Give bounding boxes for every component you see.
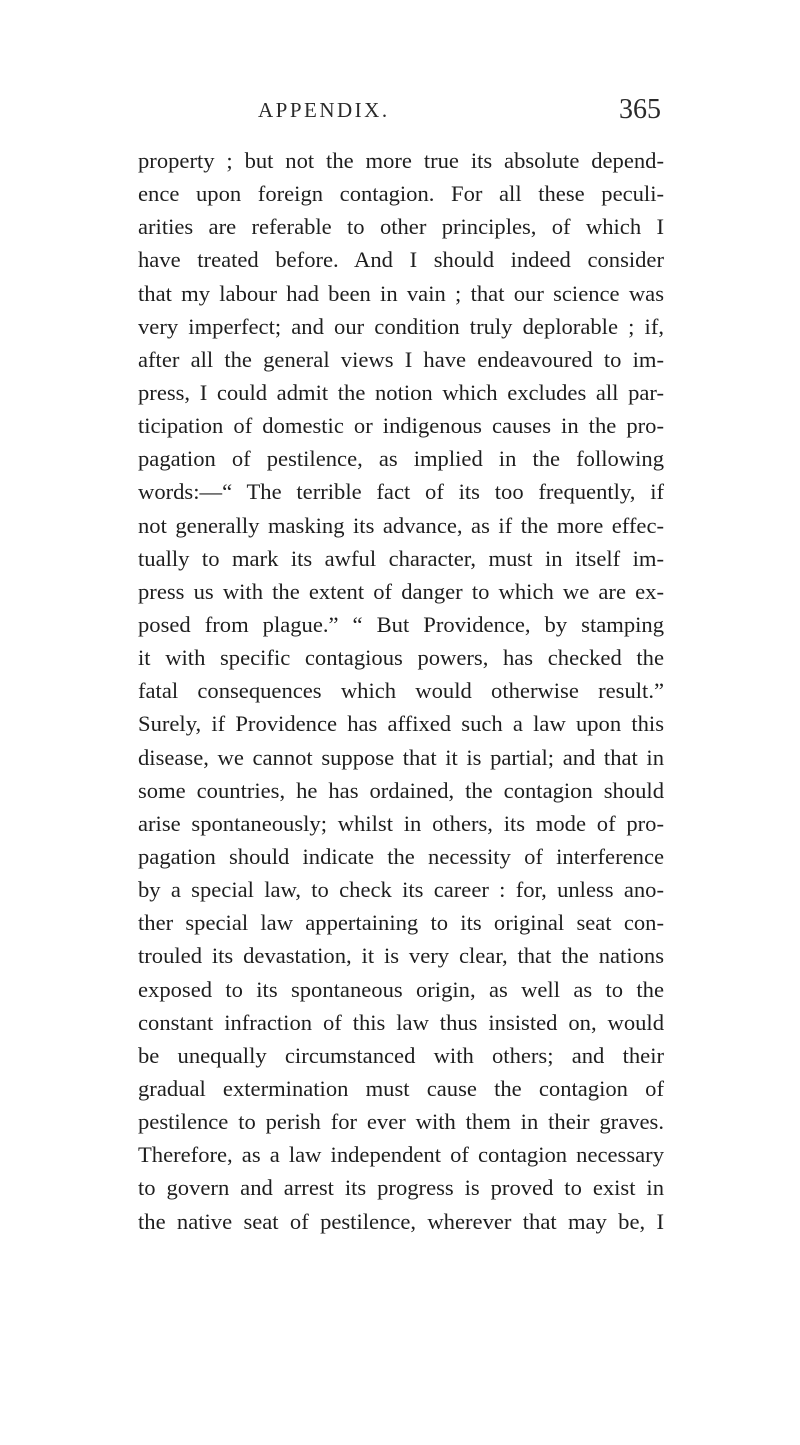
text-line: pestilence to perish for ever with them in their graves. (138, 1109, 664, 1135)
text-line: arise spontaneously; whilst in others, its mode of pro- (138, 810, 664, 836)
page-header (0, 90, 800, 130)
text-line: press us with the extent of danger to which we are ex- (138, 578, 664, 604)
text-line: tually to mark its awful character, must in itself im- (138, 545, 664, 571)
text-line: ther special law appertaining to its original seat con- (138, 910, 664, 936)
text-line: constant infraction of this law thus insisted on, would (138, 1009, 664, 1035)
text-line: disease, we cannot suppose that it is partial; and that in (138, 744, 664, 770)
text-line: exposed to its spontaneous origin, as well as to the (138, 976, 664, 1002)
text-line: some countries, he has ordained, the contagion should (138, 777, 664, 803)
text-line: be unequally circumstanced with others; and their (138, 1042, 664, 1068)
text-line: press, I could admit the notion which excludes all par- (138, 379, 664, 405)
text-line: Surely, if Providence has affixed such a law upon this (138, 711, 664, 737)
text-line: the native seat of pestilence, wherever that may be, I (138, 1208, 664, 1234)
text-line: to govern and arrest its progress is proved to exist in (138, 1175, 664, 1201)
text-line: ence upon foreign contagion. For all these peculi- (138, 181, 664, 207)
text-line: words:—“ The terrible fact of its too frequently, if (138, 479, 664, 505)
text-line: property ; but not the more true its absolute depend- (138, 148, 664, 173)
text-line: very imperfect; and our condition truly deplorable ; if, (138, 313, 664, 339)
text-line: ticipation of domestic or indigenous causes in the pro- (138, 413, 664, 439)
text-line: pagation of pestilence, as implied in the following (138, 446, 664, 472)
text-line: it with specific contagious powers, has checked the (138, 645, 664, 671)
text-line: gradual extermination must cause the contagion of (138, 1075, 664, 1101)
body-text (138, 144, 664, 1238)
text-line: Therefore, as a law independent of contagion necessary (138, 1142, 664, 1168)
text-line: after all the general views I have endeavoured to im- (138, 346, 664, 372)
text-line: pagation should indicate the necessity of interference (138, 843, 664, 869)
text-line: not generally masking its advance, as if the more effec- (138, 512, 664, 538)
text-line: arities are referable to other principles, of which I (138, 214, 664, 240)
text-line: fatal consequences which would otherwise result.” (138, 678, 664, 704)
text-line: by a special law, to check its career : for, unless ano- (138, 877, 664, 903)
text-line: that my labour had been in vain ; that our science was (138, 280, 664, 306)
text-line: have treated before. And I should indeed consider (138, 247, 664, 273)
running-head: APPENDIX. (258, 98, 390, 122)
text-line: posed from plague.” “ But Providence, by stamping (138, 611, 664, 637)
page-number: 365 (619, 94, 661, 125)
text-line: trouled its devastation, it is very clear, that the nations (138, 943, 664, 969)
